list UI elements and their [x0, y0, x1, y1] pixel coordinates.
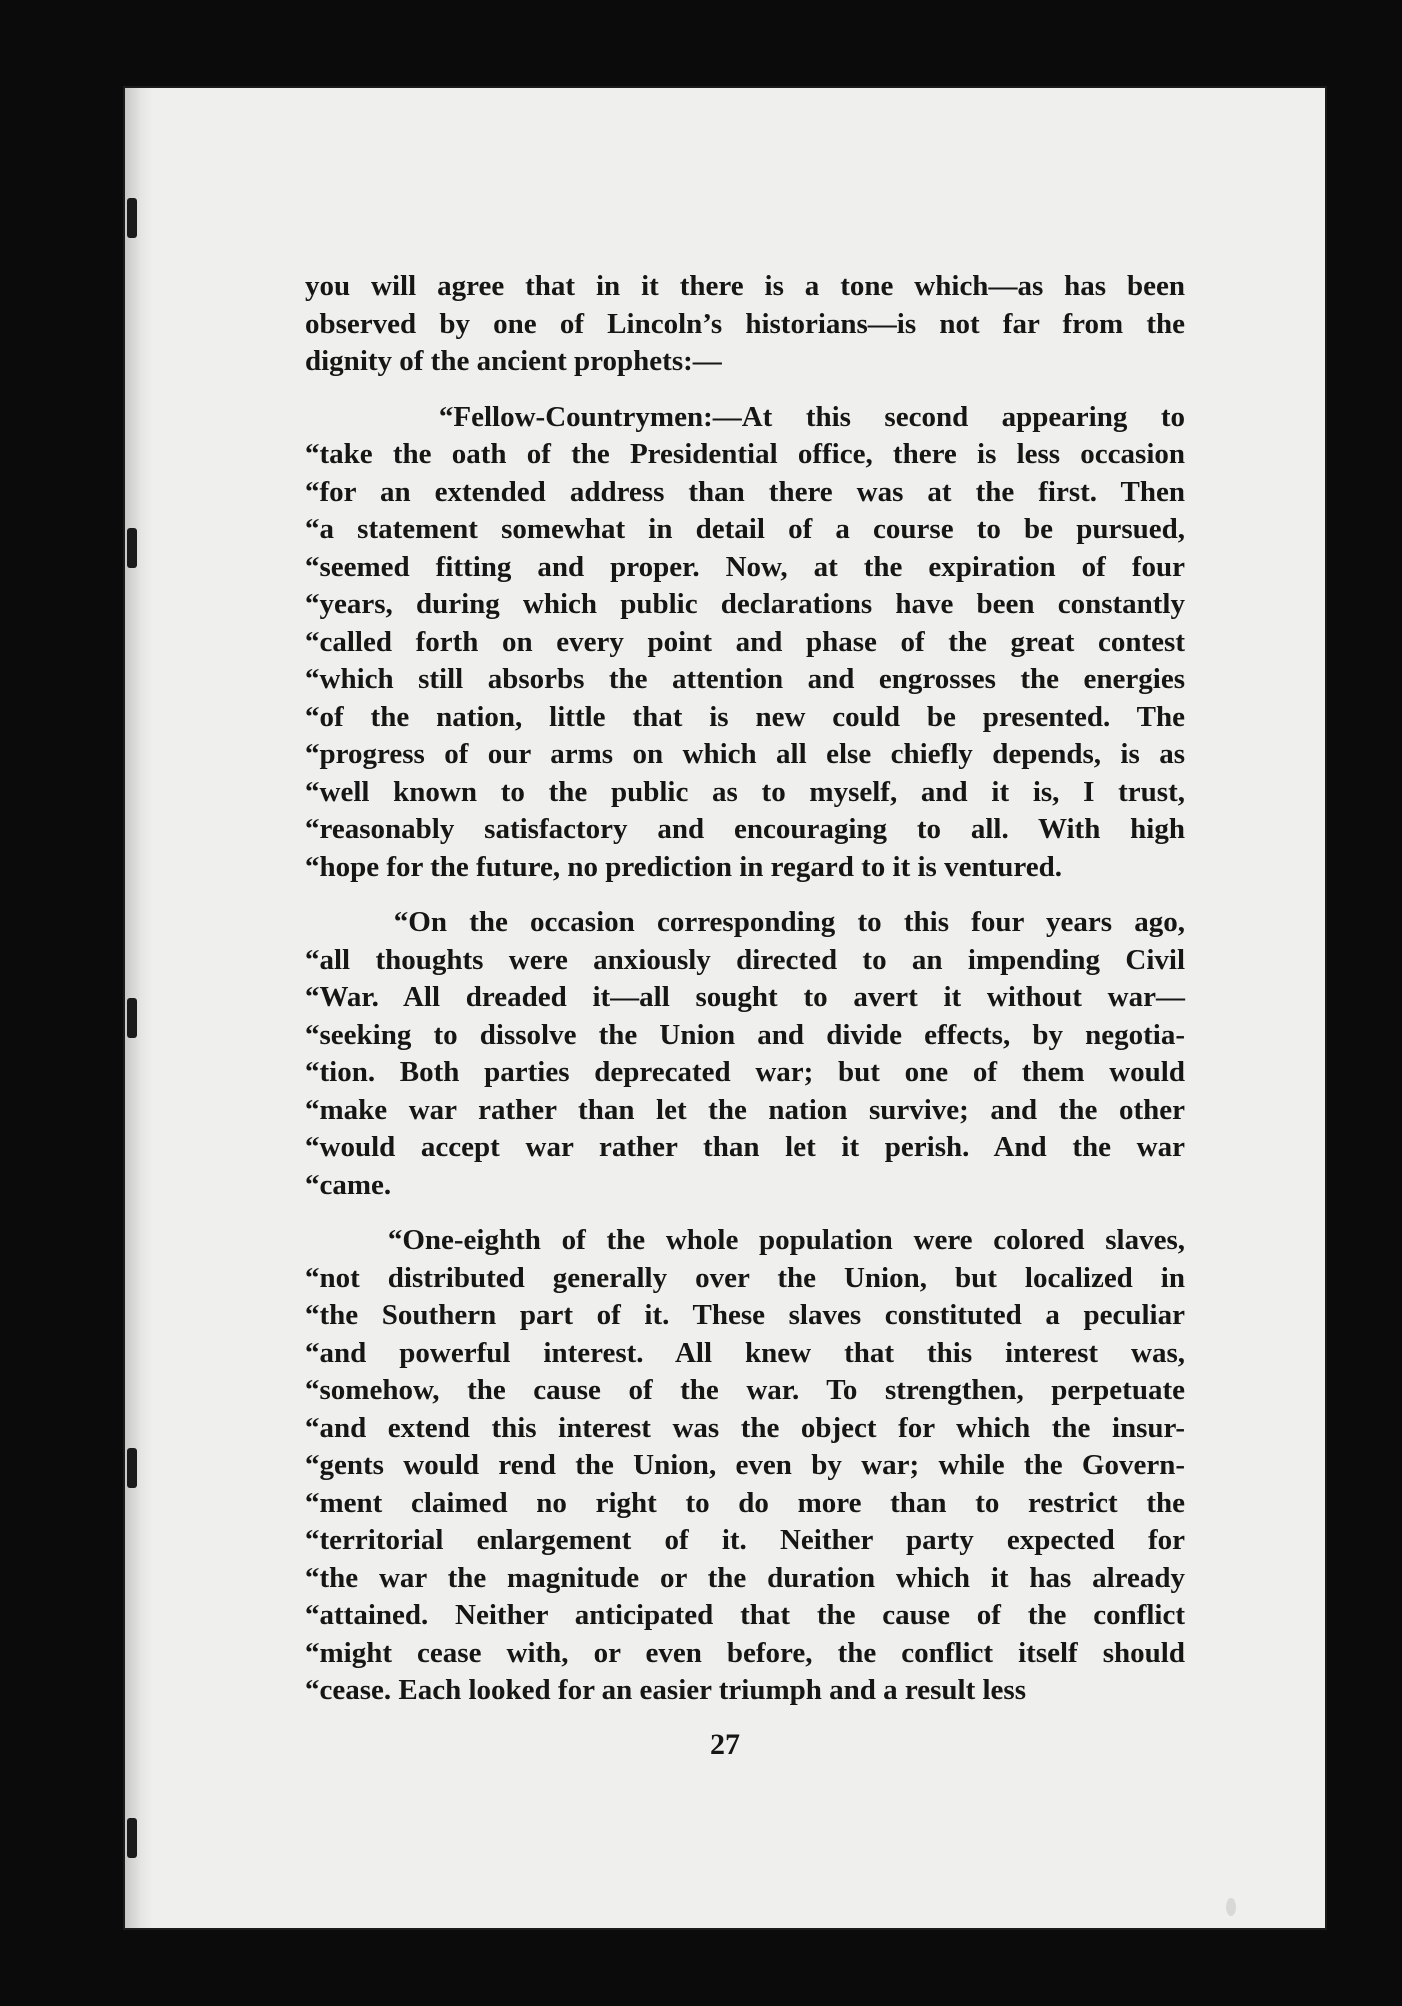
text-line: “progress of our arms on which all else chiefly depends, is as: [305, 738, 1185, 770]
paragraph: [305, 399, 1185, 887]
binding-mark: [127, 1448, 137, 1488]
scan-speck: [1226, 1898, 1236, 1916]
text-line: “territorial enlargement of it. Neither party expected for: [305, 1524, 1185, 1556]
binding-mark: [127, 528, 137, 568]
text-line: “called forth on every point and phase of the great contest: [305, 625, 1185, 658]
text-line: “ment claimed no right to do more than to restrict the: [305, 1486, 1185, 1519]
text-line: “seemed fitting and proper. Now, at the expiration of four: [305, 550, 1185, 583]
text-line: “would accept war rather than let it perish. And the war: [305, 1131, 1185, 1163]
text-line: “a statement somewhat in detail of a course to be pursued,: [305, 513, 1185, 545]
text-line: “On the occasion corresponding to this four years ago,: [305, 906, 1185, 938]
page-number: 27: [710, 1728, 740, 1761]
binding-mark: [127, 198, 137, 238]
text-line: observed by one of Lincoln’s historians—is not far from the: [305, 307, 1185, 340]
text-line: “and extend this interest was the object for which the insur-: [305, 1411, 1185, 1444]
text-line: dignity of the ancient prophets:—: [305, 345, 722, 377]
paragraph: [305, 904, 1185, 1204]
paragraph-gap: [305, 381, 1185, 399]
paragraph: [305, 1222, 1185, 1710]
text-line: “War. All dreaded it—all sought to avert it without war—: [305, 981, 1185, 1013]
text-line: “cease. Each looked for an easier triumph and a result less: [305, 1674, 1026, 1706]
text-line: “might cease with, or even before, the conflict itself should: [305, 1636, 1185, 1669]
text-line: “came.: [305, 1168, 392, 1201]
text-line: “well known to the public as to myself, and it is, I trust,: [305, 775, 1185, 808]
text-line: “One-eighth of the whole population were colored slaves,: [305, 1224, 1185, 1256]
text-line: “take the oath of the Presidential office, there is less occasion: [305, 438, 1185, 470]
text-line: “gents would rend the Union, even by war; while the Govern-: [305, 1449, 1185, 1481]
text-line: “not distributed generally over the Union, but localized in: [305, 1261, 1185, 1294]
page-text: [305, 268, 1185, 1710]
text-line: “hope for the future, no prediction in regard to it is ventured.: [305, 850, 1062, 883]
text-line: “seeking to dissolve the Union and divide effects, by negotia-: [305, 1018, 1185, 1051]
text-line: “attained. Neither anticipated that the cause of the conflict: [305, 1599, 1185, 1631]
text-line: “make war rather than let the nation survive; and the other: [305, 1093, 1185, 1126]
text-line: “for an extended address than there was at the first. Then: [305, 475, 1185, 508]
binding-mark: [127, 1818, 137, 1858]
text-line: “and powerful interest. All knew that this interest was,: [305, 1336, 1185, 1369]
text-line: “which still absorbs the attention and engrosses the energies: [305, 663, 1185, 695]
text-line: “somehow, the cause of the war. To strengthen, perpetuate: [305, 1374, 1185, 1406]
text-line: “reasonably satisfactory and encouraging to all. With high: [305, 813, 1185, 845]
book-page: [125, 88, 1325, 1928]
text-line: “of the nation, little that is new could be presented. The: [305, 700, 1185, 733]
text-line: “years, during which public declarations have been constantly: [305, 588, 1185, 620]
paragraph-gap: [305, 1204, 1185, 1222]
text-line: “tion. Both parties deprecated war; but one of them would: [305, 1056, 1185, 1088]
text-line: “the war the magnitude or the duration which it has already: [305, 1561, 1185, 1594]
text-line: “Fellow-Countrymen:—At this second appearing to: [305, 400, 1185, 433]
text-line: you will agree that in it there is a tone which—as has been: [305, 270, 1185, 302]
paragraph-gap: [305, 886, 1185, 904]
paragraph: [305, 268, 1185, 381]
binding-mark: [127, 998, 137, 1038]
text-line: “the Southern part of it. These slaves constituted a peculiar: [305, 1299, 1185, 1331]
text-line: “all thoughts were anxiously directed to an impending Civil: [305, 943, 1185, 976]
